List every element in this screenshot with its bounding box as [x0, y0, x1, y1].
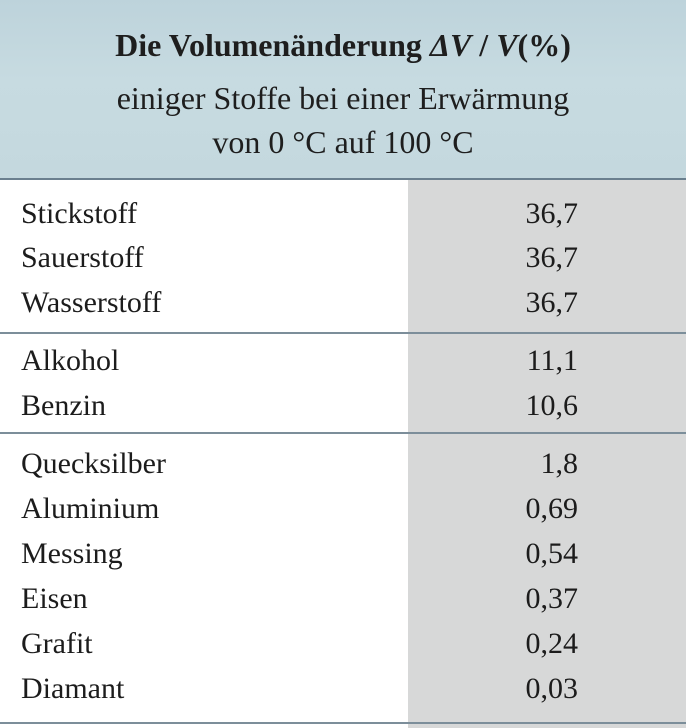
volume-change-value: 0,03 — [525, 672, 578, 705]
volume-change-value: 36,7 — [525, 241, 578, 274]
table-row — [0, 532, 686, 576]
header-percent: (%) — [517, 27, 571, 63]
header-delta-v: ΔV — [429, 27, 472, 63]
volume-change-value: 0,37 — [525, 582, 578, 615]
substance-name: Wasserstoff — [21, 286, 162, 319]
substance-name: Messing — [21, 537, 123, 570]
volume-change-value: 0,54 — [525, 537, 578, 570]
substance-name: Benzin — [21, 389, 106, 422]
substance-name: Quecksilber — [21, 447, 166, 480]
volume-change-value: 36,7 — [525, 197, 578, 230]
substance-name: Sauerstoff — [21, 241, 144, 274]
header-title-prefix: Die Volumenänderung — [115, 27, 430, 63]
table-row — [0, 487, 686, 531]
group-divider-gases — [0, 332, 686, 334]
header-subtitle-line: einiger Stoffe bei einer Erwärmung — [116, 80, 570, 116]
volume-change-value: 1,8 — [540, 447, 578, 480]
header-temperature-line: von 0 °C auf 100 °C — [212, 124, 474, 160]
substance-name: Eisen — [21, 582, 88, 615]
table-row — [0, 281, 686, 325]
table-header — [0, 0, 686, 178]
table-row — [0, 442, 686, 486]
table-row — [0, 622, 686, 666]
substance-name: Aluminium — [21, 492, 160, 525]
header-slash: / — [471, 27, 497, 63]
table-row — [0, 384, 686, 428]
volume-change-value: 11,1 — [526, 344, 578, 377]
table-row — [0, 192, 686, 236]
volume-change-value: 36,7 — [525, 286, 578, 319]
substance-name: Diamant — [21, 672, 125, 705]
substance-name: Alkohol — [21, 344, 120, 377]
table-row — [0, 339, 686, 383]
table-row — [0, 667, 686, 711]
volume-change-value: 0,69 — [525, 492, 578, 525]
group-divider-liquids — [0, 432, 686, 434]
volume-change-value: 10,6 — [525, 389, 578, 422]
table-row — [0, 577, 686, 621]
header-v: V — [496, 27, 518, 63]
table-bottom-rule — [0, 722, 686, 724]
header-title-line — [0, 25, 686, 65]
table-row — [0, 236, 686, 280]
substance-name: Stickstoff — [21, 197, 138, 230]
substance-name: Grafit — [21, 627, 93, 660]
volume-change-value: 0,24 — [525, 627, 578, 660]
